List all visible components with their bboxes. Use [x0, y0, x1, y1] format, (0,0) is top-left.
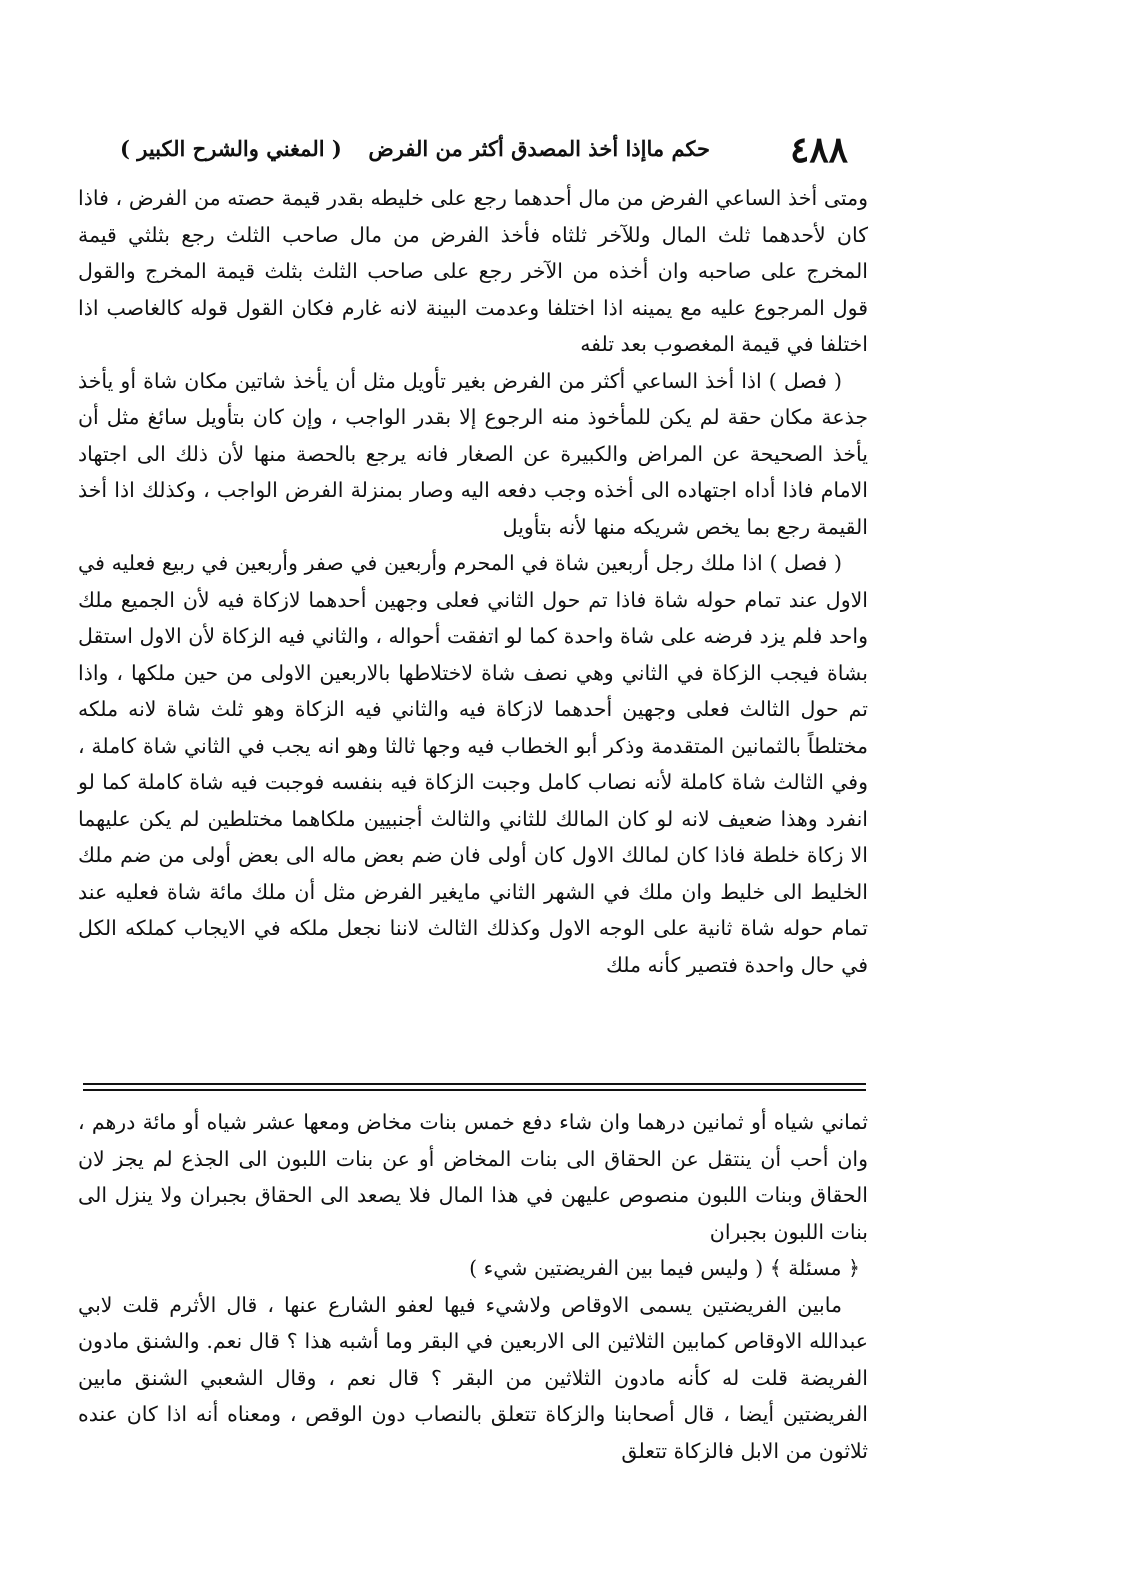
section-divider-bottom [83, 1089, 866, 1091]
main-text [78, 180, 868, 983]
commentary-paragraph-2: مابين الفريضتين يسمى الاوقاص ولاشيء فيها لعفو الشارع عنها ، قال الأثرم قلت لابي عبدالله الاوقاص كمابين الثلاثين الى الاربعين في البقر وما أشبه هذا ؟ قال نعم. والشنق مادون الفريضة قلت له كأنه مادون الثلاثين من البقر ؟ قال نعم ، وقال الشعبي الشنق مابين الفريضتين أيضا ، قال أصحابنا والزكاة تتعلق بالنصاب دون الوقص ، ومعناه أنه اذا كان عنده ثلاثون من الابل فالزكاة تتعلق [78, 1292, 868, 1463]
main-paragraph-fasl-1: ( فصل ) اذا أخذ الساعي أكثر من الفرض بغير تأويل مثل أن يأخذ شاتين مكان شاة أو يأخذ جذعة مكان حقة لم يكن للمأخوذ منه الرجوع إلا بقدر الواجب ، وإن كان بتأويل سائغ مثل أن يأخذ الصحيحة عن المراض والكبيرة عن الصغار فانه يرجع بالحصة منها لأن ذلك الى اجتهاد الامام فاذا أداه اجتهاده الى أخذه وجب دفعه اليه وصار بمنزلة الفرض الواجب ، وكذلك اذا أخذ القيمة رجع بما يخص شريكه منها لأنه بتأويل [78, 368, 868, 539]
masala-heading: ﴿ مسئلة ﴾ ( وليس فيما بين الفريضتين شيء ) [469, 1256, 860, 1280]
page-header [120, 128, 848, 174]
main-paragraph-fasl-2: ( فصل ) اذا ملك رجل أربعين شاة في المحرم وأربعين في صفر وأربعين في ربيع فعليه في الاول عند تمام حوله شاة فاذا تم حول الثاني فعلى وجهين أحدهما لازكاة فيه لأن الجميع ملك واحد فلم يزد فرضه على شاة واحدة كما لو اتفقت أحواله ، والثاني فيه الزكاة لأن الاول استقل بشاة فيجب الزكاة في الثاني وهي نصف شاة لاختلاطها بالاربعين الاولى من حين ملكها ، واذا تم حول الثالث فعلى وجهين أحدهما لازكاة فيه والثاني فيه الزكاة وهو ثلث شاة لانه ملكه مختلطاً بالثمانين المتقدمة وذكر أبو الخطاب فيه وجها ثالثا وهو انه يجب في الثاني شاة كاملة ، وفي الثالث شاة كاملة لأنه نصاب كامل وجبت الزكاة فيه بنفسه فوجبت فيه شاة كاملة كما لو انفرد وهذا ضعيف لانه لو كان المالك للثاني والثالث أجنبيين ملكاهما مختلطين لم يكن عليهما الا زكاة خلطة فاذا كان لمالك الاول كان أولى فان ضم بعض ماله الى بعض أولى من ضم ملك الخليط الى خليط وان ملك في الشهر الثاني مايغير الفرض مثل أن ملك مائة شاة فعليه عند تمام حوله شاة ثانية على الوجه الاول وكذلك الثالث لاننا نجعل ملكه في الايجاب كملكه الكل في حال واحدة فتصير كأنه ملك [78, 551, 868, 977]
commentary-paragraph-1: ثماني شياه أو ثمانين درهما وان شاء دفع خمس بنات مخاض ومعها عشر شياه أو مائة درهم ، وان أحب أن ينتقل عن الحقاق الى بنات المخاض أو عن بنات اللبون الى الجذع لم يجز لان الحقاق وبنات اللبون منصوص عليهن في هذا المال فلا يصعد الى الحقاق بجبران ولا ينزل الى بنات اللبون بجبران [78, 1110, 868, 1244]
main-paragraph-1: ومتى أخذ الساعي الفرض من مال أحدهما رجع على خليطه بقدر قيمة حصته من الفرض ، فاذا كان لأحدهما ثلث المال وللآخر ثلثاه فأخذ الفرض من مال صاحب الثلث رجع بثلثي قيمة المخرج على صاحبه وان أخذه من الآخر رجع على صاحب الثلث بثلث قيمة المخرج والقول قول المرجوع عليه مع يمينه اذا اختلفا وعدمت البينة لانه غارم فكان القول قوله كالغاصب اذا اختلفا في قيمة المغصوب بعد تلفه [78, 186, 868, 356]
commentary-text [78, 1104, 868, 1469]
running-title: حكم ماإذا أخذ المصدق أكثر من الفرض [368, 136, 710, 161]
page-number: ٤٨٨ [789, 129, 848, 171]
book-title: ( المغني والشرح الكبير ) [120, 136, 342, 161]
section-divider-top [83, 1083, 866, 1085]
